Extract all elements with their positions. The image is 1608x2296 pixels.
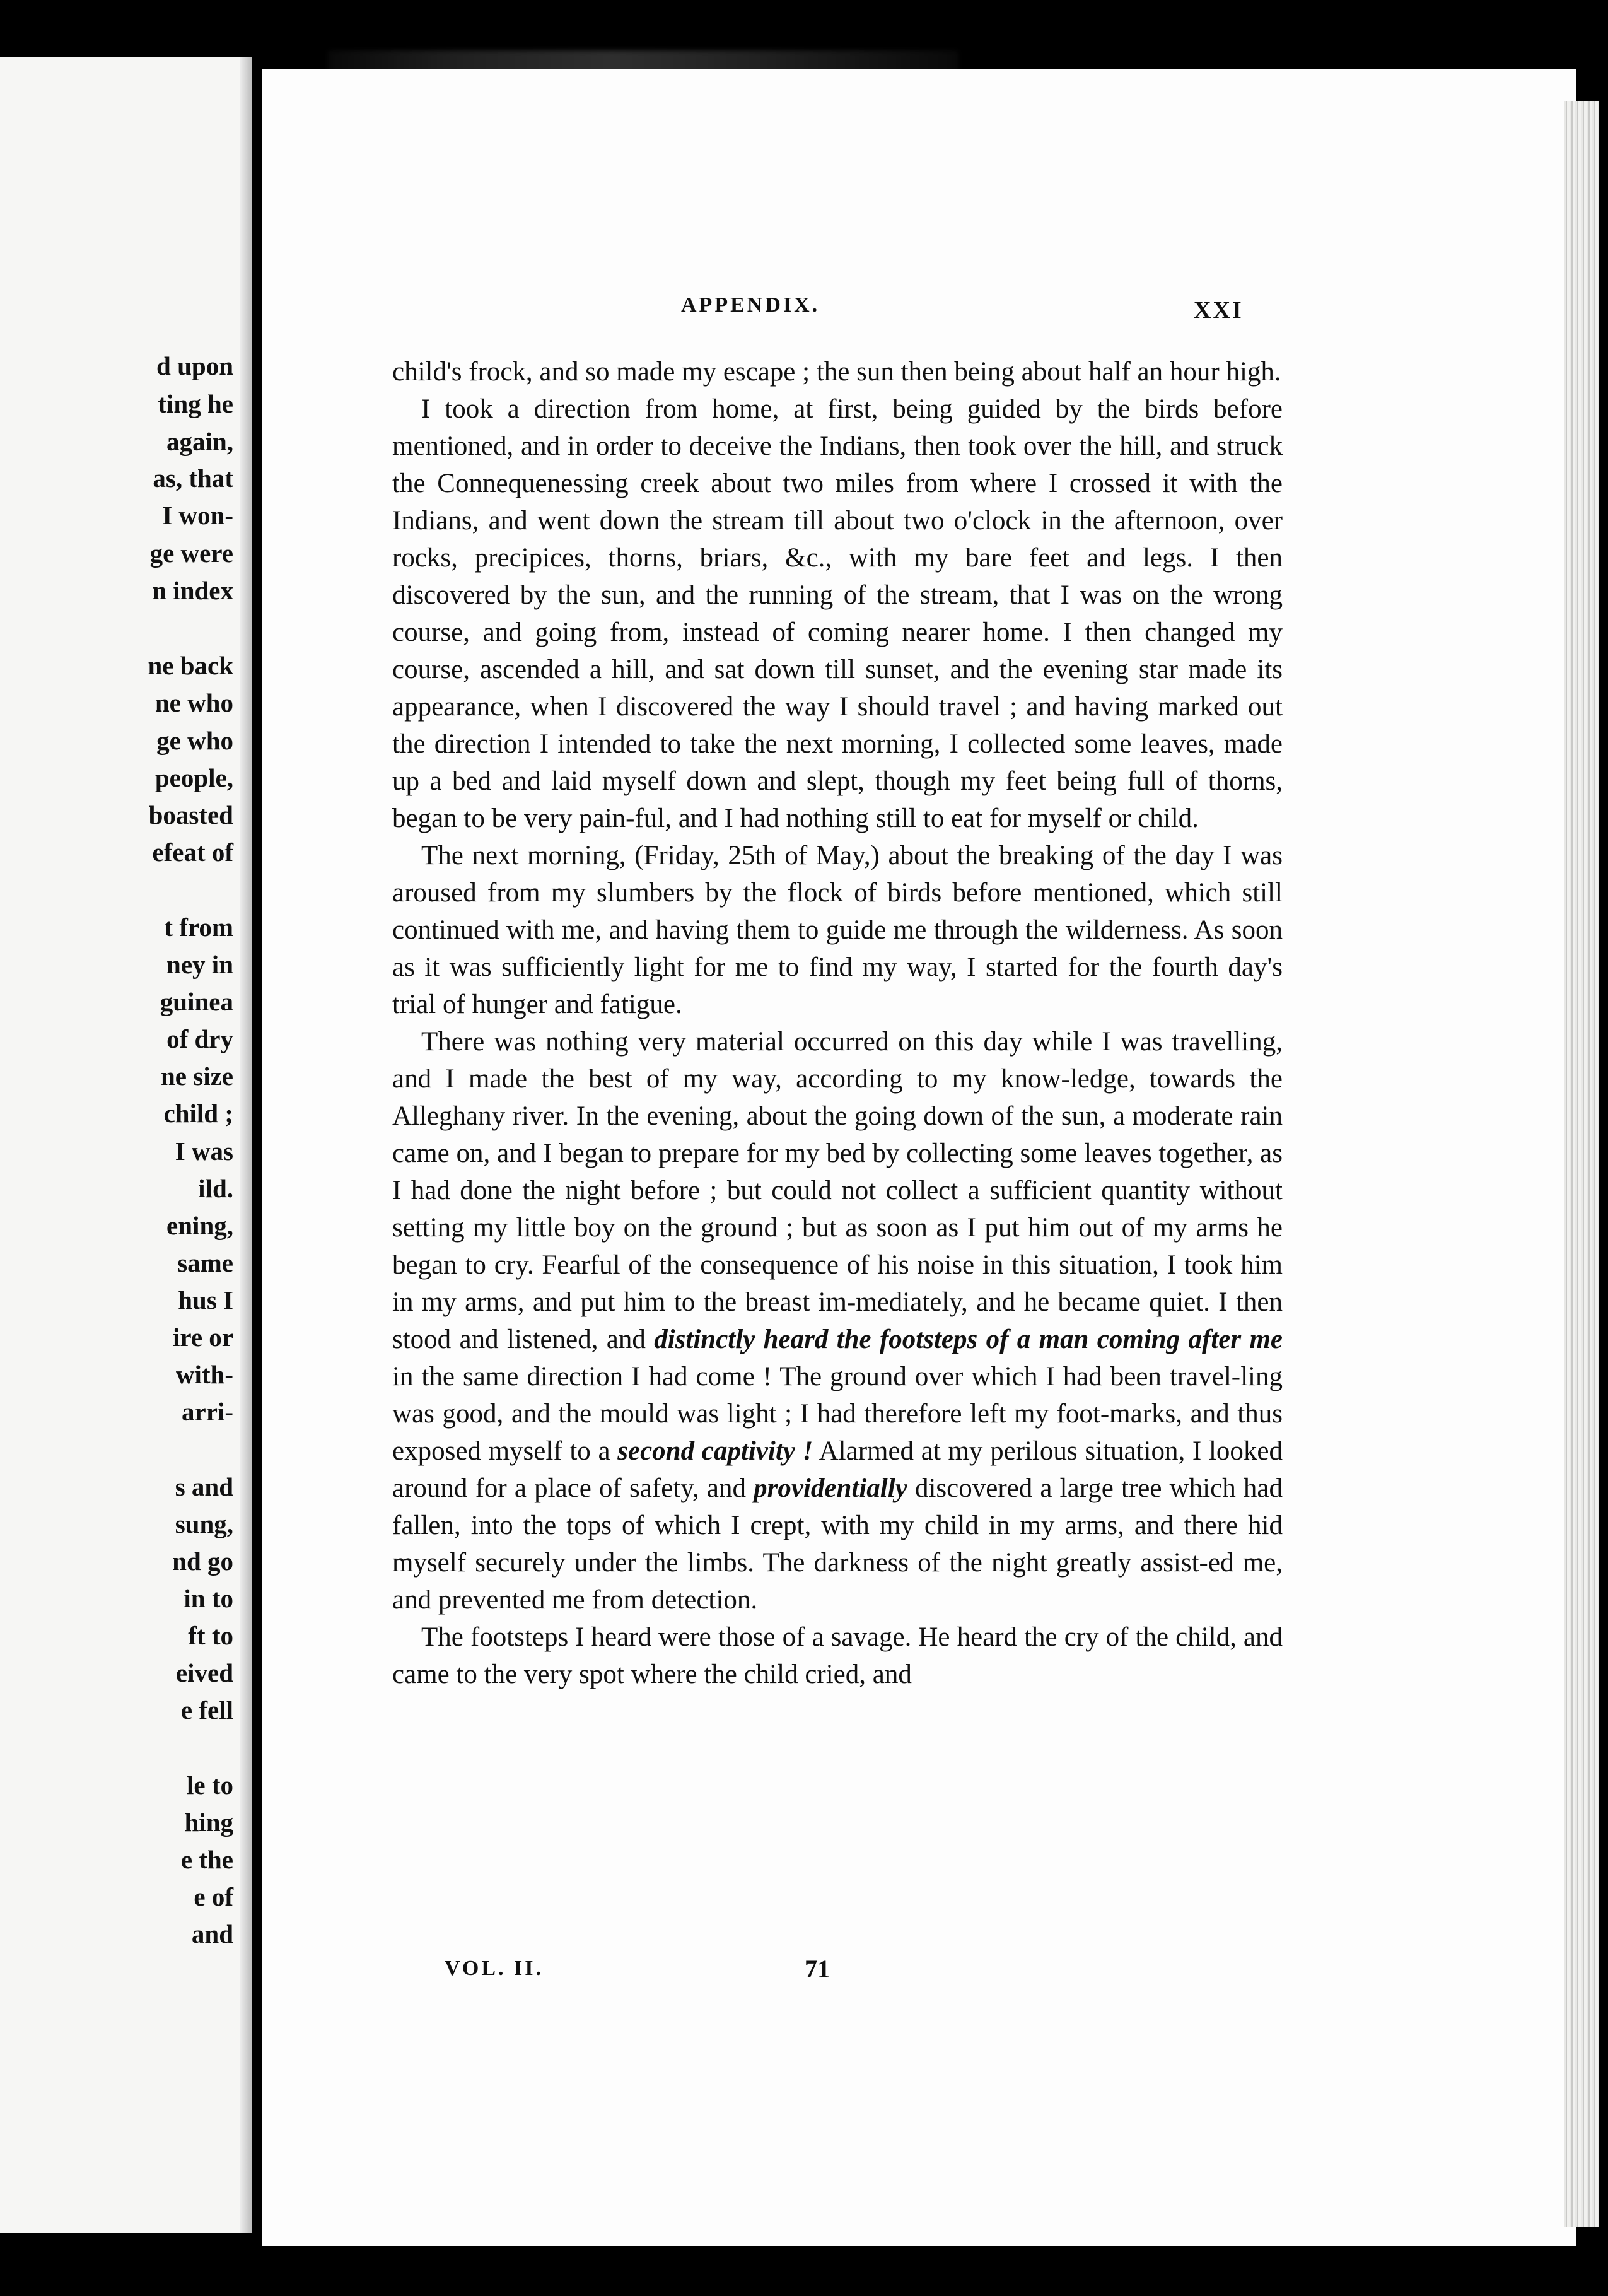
left-page-line: ge were bbox=[149, 539, 233, 568]
paragraph bbox=[392, 353, 1283, 390]
left-page-line: ney in bbox=[166, 950, 233, 979]
italic-emphasis: second captivity ! bbox=[617, 1436, 813, 1466]
left-page-line: of dry bbox=[166, 1024, 233, 1053]
left-page-line: boasted bbox=[148, 800, 233, 829]
text-run: The next morning, (Friday, 25th of May,) about the breaking of the day I was aroused from my slumbers by the flock of birds before mentioned, which still continued with me, and having them to guide me through the wilderness. As soon as it was sufficiently light for me to find my way, I started for the fourth day's trial of hunger and fatigue. bbox=[392, 841, 1283, 1019]
left-page-line: guinea bbox=[160, 987, 233, 1016]
text-run: The footsteps I heard were those of a savage. He heard the cry of the child, and came to the very spot where the child cried, and bbox=[392, 1622, 1283, 1689]
text-run: child's frock, and so made my escape ; the sun then being about half an hour high. bbox=[392, 357, 1281, 387]
left-page-line: as, that bbox=[153, 464, 233, 493]
page-numeral: XXI bbox=[1194, 297, 1244, 324]
left-page-line: ft to bbox=[188, 1621, 233, 1650]
paragraph bbox=[392, 1023, 1283, 1619]
body-text bbox=[392, 353, 1283, 1693]
signature-mark: 71 bbox=[805, 1955, 830, 1983]
left-page-line: e the bbox=[180, 1845, 233, 1874]
running-head: APPENDIX. bbox=[681, 293, 820, 317]
left-page-line: and bbox=[191, 1919, 233, 1948]
left-page-line: same bbox=[177, 1248, 233, 1277]
left-page-line: ire or bbox=[173, 1323, 233, 1352]
left-page-line: d upon bbox=[156, 351, 233, 380]
left-page-line: I was bbox=[175, 1137, 233, 1166]
left-page-line: efeat of bbox=[152, 838, 233, 867]
text-run: I took a direction from home, at first, being guided by the birds before mentioned, and in order to deceive the Indians, then took over the hill, and struck the Connequenessing creek about two miles from where I crossed it with the Indians, and went down the stream till about two o'clock in the afternoon, over rocks, precipices, thorns, briars, &c., with my bare feet and legs. I then discovered by the sun, and the running of the stream, that I was on the wrong course, and going from, instead of coming nearer home. I then changed my course, ascended a hill, and sat down till sunset, and the evening star made its appearance, when I discovered the way I should travel ; and having marked out the direction I intended to take the next morning, I collected some leaves, made up a bed and laid myself down and slept, though my feet being full of thorns, began to be very pain-ful, and I had nothing still to eat for myself or child. bbox=[392, 394, 1283, 833]
left-page-line: le to bbox=[187, 1771, 233, 1800]
page-stack-edge bbox=[1564, 101, 1599, 2227]
paragraph bbox=[392, 1619, 1283, 1693]
left-facing-page bbox=[0, 57, 252, 2233]
page-gutter-shadow bbox=[240, 57, 252, 2233]
left-page-line: in to bbox=[184, 1584, 233, 1613]
text-run: There was nothing very material occurred on this day while I was travelling, and I made the best of my way, according to my know-ledge, towards the Alleghany river. In the evening, about the going down of the sun, a moderate rain came on, and I began to prepare for my bed by collecting some leaves together, as I had done the night before ; but could not collect a sufficient quantity without setting my little boy on the ground ; but as soon as I put him out of my arms he began to cry. Fearful of the consequence of his noise in this situation, I took him in my arms, and put him to the breast im-mediately, and he became quiet. I then stood and listened, and bbox=[392, 1027, 1283, 1354]
left-page-line: eived bbox=[175, 1658, 233, 1687]
volume-footer: VOL. II. bbox=[445, 1957, 544, 1980]
text-run: in the same direction I had come ! The ground over which I had been travel-ling was good, and the mould was light ; I had therefore left my foot-marks, and thus exposed myself to a bbox=[392, 1362, 1283, 1466]
left-page-line: n index bbox=[152, 576, 233, 605]
left-page-line: I won- bbox=[162, 501, 233, 530]
left-page-line: nd go bbox=[172, 1547, 233, 1576]
left-page-line: s and bbox=[175, 1472, 233, 1501]
text-run: Alarmed at my perilous situation, I looked around for a place of safety, and bbox=[392, 1436, 1283, 1503]
left-page-line: ge who bbox=[156, 726, 233, 755]
left-page-line: ting he bbox=[158, 389, 233, 418]
left-page-line: people, bbox=[154, 763, 233, 792]
left-page-line: hing bbox=[184, 1808, 233, 1837]
left-page-line: e fell bbox=[180, 1696, 233, 1725]
text-run: discovered a large tree which had fallen, into the tops of which I crept, with my child in my arms, and there hid myself securely under the limbs. The darkness of the night greatly assist-ed me, and prevented me from detection. bbox=[392, 1473, 1283, 1615]
left-page-line: t from bbox=[164, 913, 233, 942]
left-page-line: e of bbox=[194, 1882, 233, 1911]
paragraph bbox=[392, 390, 1283, 837]
left-page-line: arri- bbox=[182, 1397, 233, 1426]
italic-emphasis: providentially bbox=[754, 1473, 907, 1503]
left-page-line: ne size bbox=[161, 1062, 233, 1091]
left-page-line: ne who bbox=[154, 688, 233, 717]
left-page-line: sung, bbox=[175, 1509, 233, 1538]
left-page-line: ening, bbox=[166, 1211, 233, 1240]
left-page-line: with- bbox=[175, 1360, 233, 1389]
left-page-line: ne back bbox=[148, 651, 233, 680]
left-page-line: hus I bbox=[178, 1286, 233, 1315]
paragraph bbox=[392, 837, 1283, 1023]
left-page-line: child ; bbox=[163, 1099, 233, 1128]
left-page-line: again, bbox=[166, 427, 233, 456]
left-page-line: ild. bbox=[198, 1174, 233, 1203]
italic-emphasis: distinctly heard the footsteps of a man coming after me bbox=[654, 1325, 1283, 1354]
